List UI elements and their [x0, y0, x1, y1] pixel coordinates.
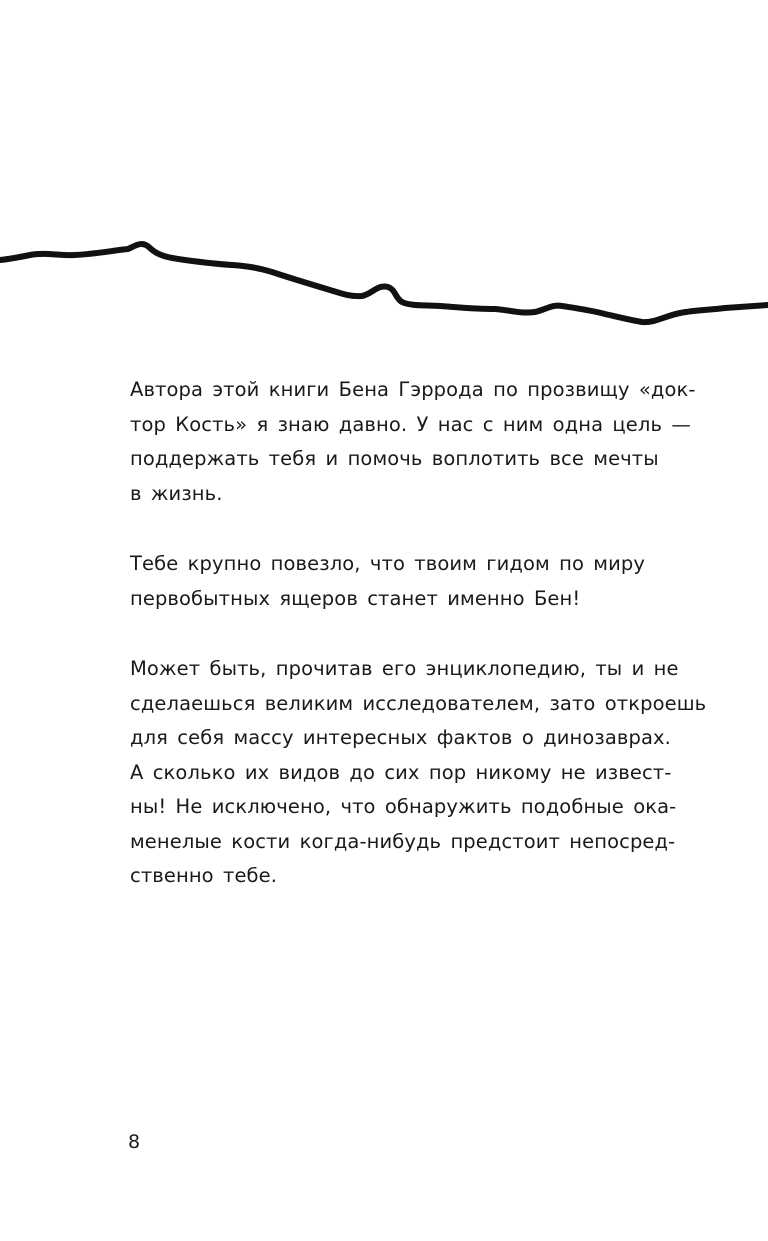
- text-line: менелые кости когда-нибудь предстоит непосред-: [130, 829, 676, 853]
- text-line: для себя массу интересных фактов о динозаврах.: [130, 726, 671, 749]
- body-text: [130, 373, 707, 930]
- text-line: Автора этой книги Бена Гэррода по прозвищу «док-: [130, 378, 696, 401]
- paragraph-1: [130, 373, 696, 511]
- paragraph-3: [130, 652, 707, 894]
- text-line: А сколько их видов до сих пор никому не извест-: [130, 760, 672, 784]
- page-number: 8: [128, 1131, 141, 1153]
- text-line: в жизнь.: [130, 481, 223, 505]
- text-line: Может быть, прочитав его энциклопедию, ты и не: [130, 657, 679, 680]
- text-line: первобытных ящеров станет именно Бен!: [130, 586, 581, 610]
- text-line: сделаешься великим исследователем, зато откроешь: [130, 691, 707, 715]
- horizon-stroke: [0, 244, 768, 322]
- text-line: тор Кость» я знаю давно. У нас с ним одна цель —: [130, 412, 691, 436]
- paragraph-2: [130, 547, 660, 616]
- text-line: ны! Не исключено, что обнаружить подобные ока-: [130, 795, 677, 818]
- text-line: ственно тебе.: [130, 864, 278, 887]
- text-line: Тебе крупно повезло, что твоим гидом по миру: [130, 552, 645, 575]
- horizon-line-illustration: [0, 230, 768, 330]
- text-line: поддержать тебя и помочь воплотить все мечты: [130, 447, 659, 470]
